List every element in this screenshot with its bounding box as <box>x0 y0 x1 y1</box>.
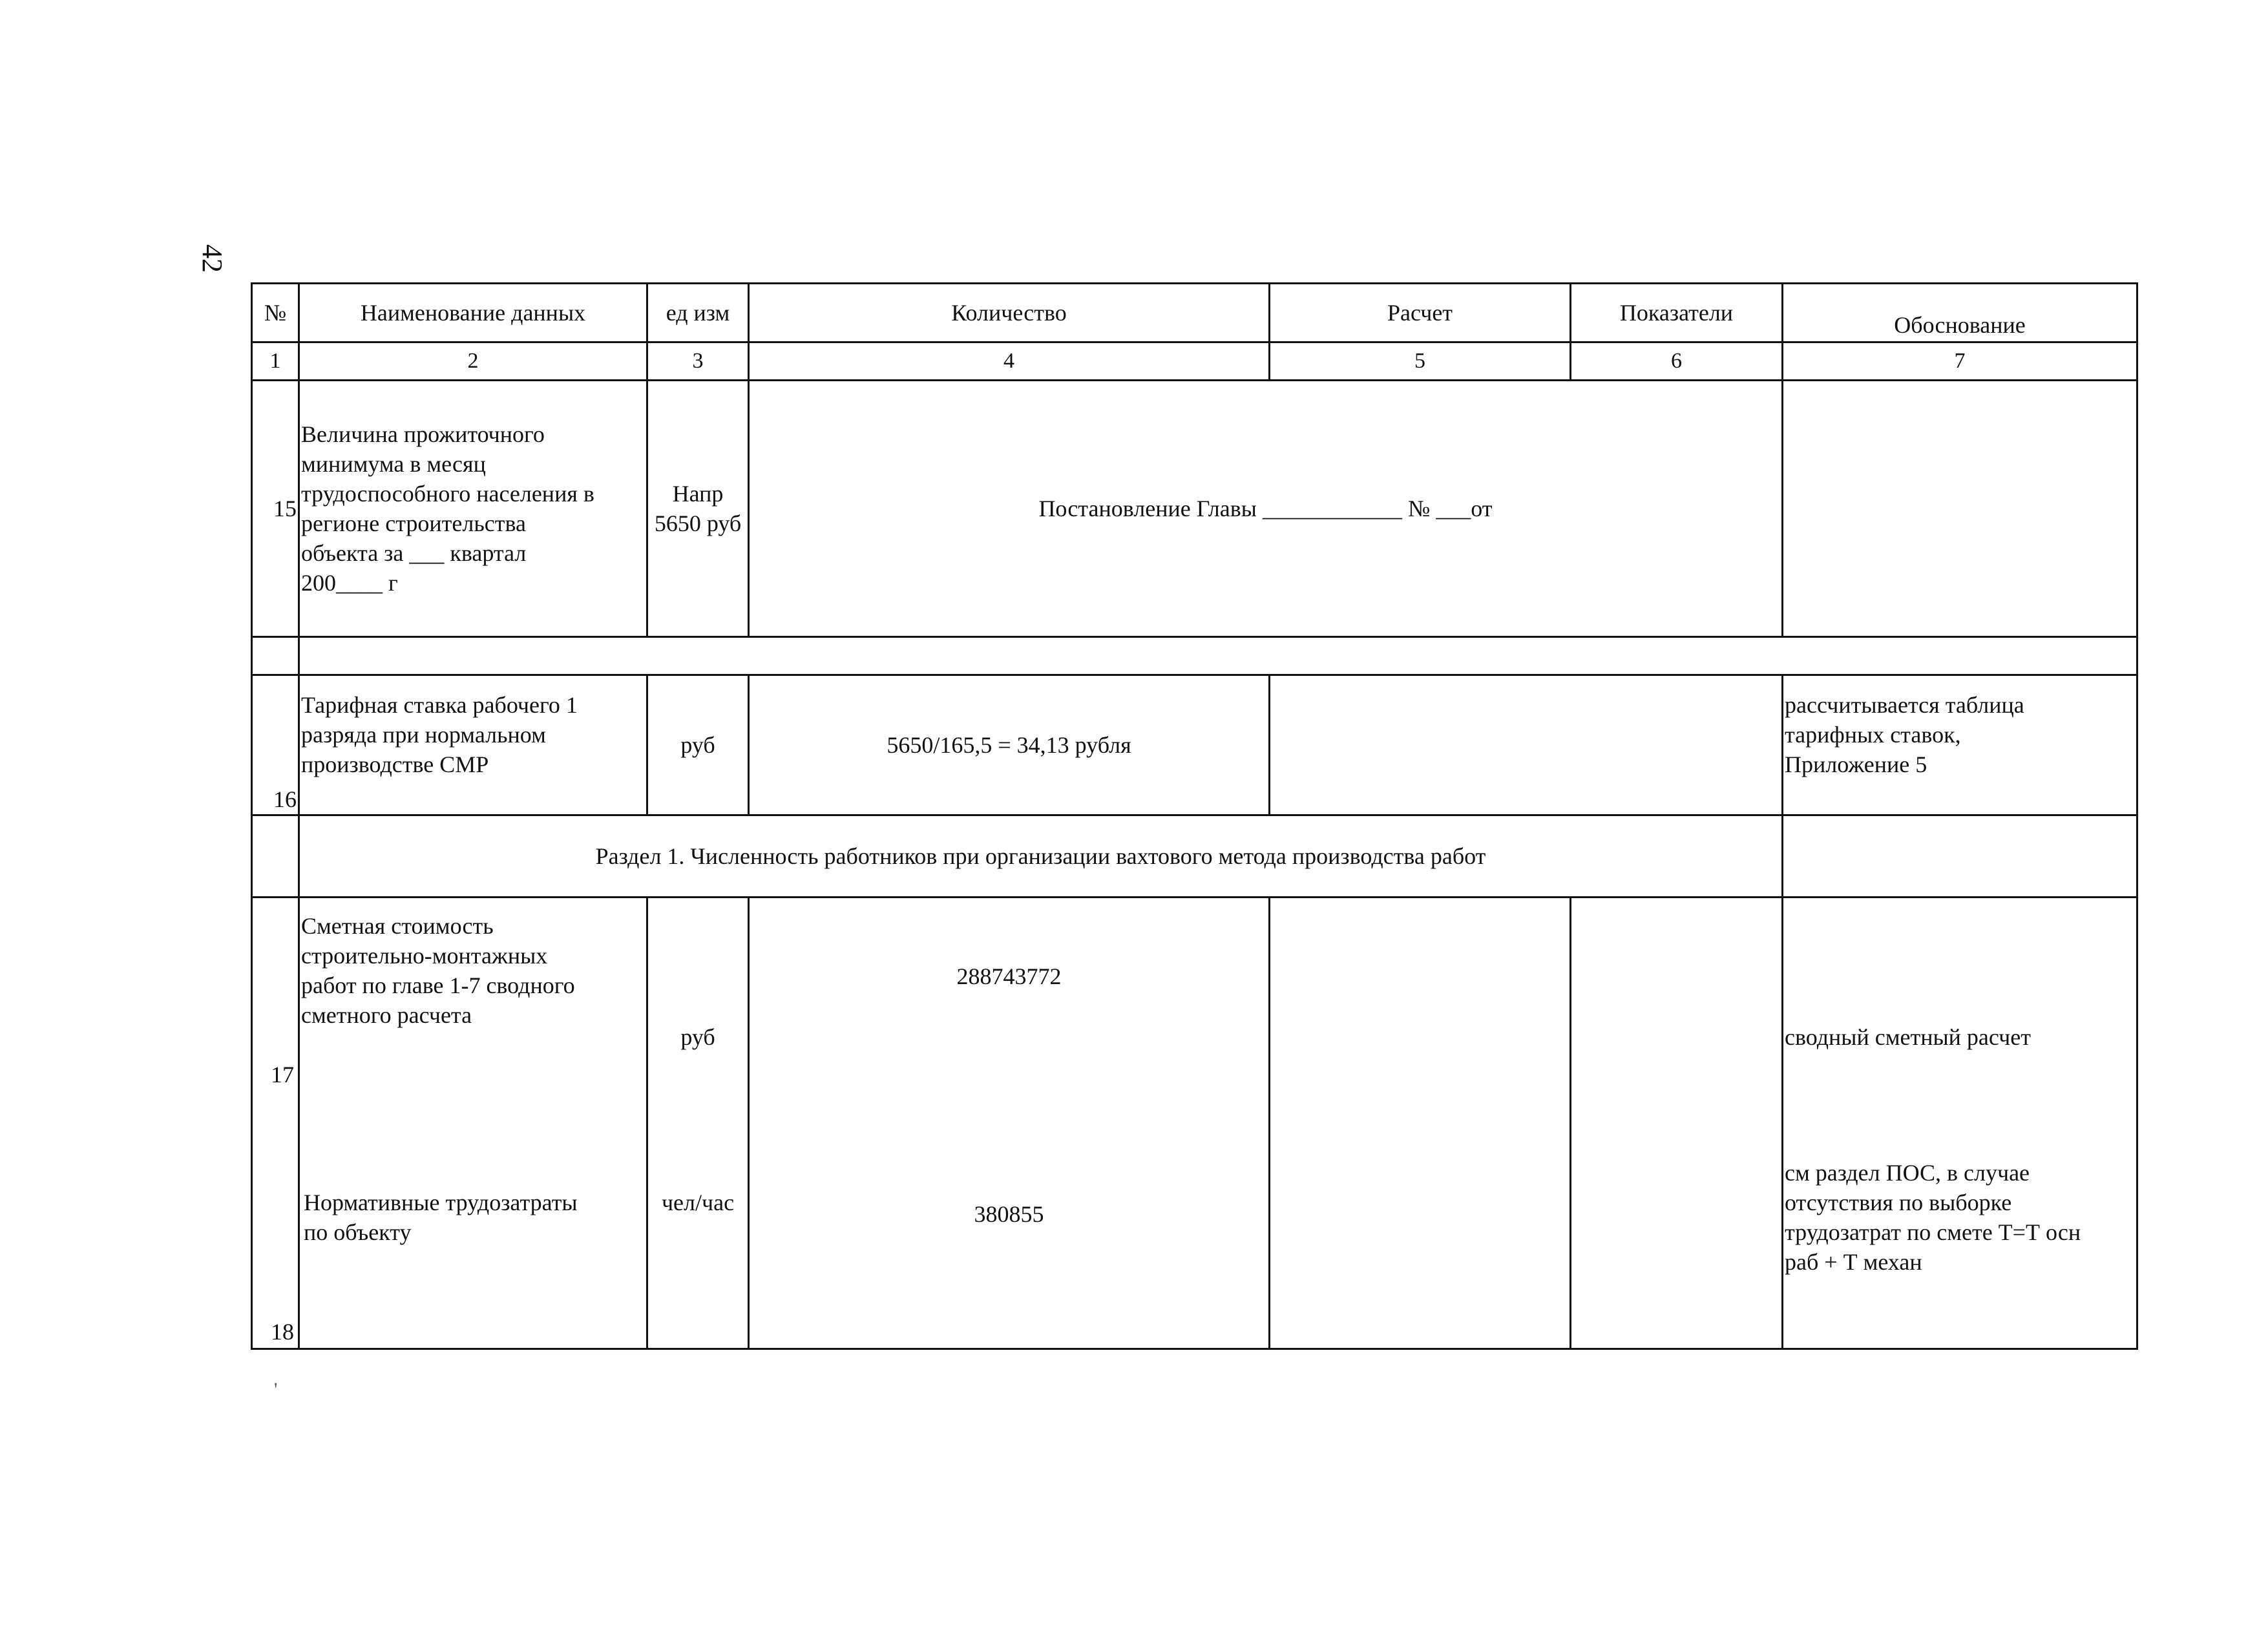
unit-line: Напр <box>672 480 724 507</box>
row-calc <box>1270 675 1783 815</box>
name-line: Тарифная ставка рабочего 1 <box>301 692 578 718</box>
row-justification-cell <box>1783 898 2137 1349</box>
row-number: 16 <box>252 675 299 815</box>
row-quantity: 5650/165,5 = 34,13 рубля <box>749 675 1270 815</box>
justification-line: тарифных ставок, <box>1785 722 1961 748</box>
section-title: Раздел 1. Численность работников при организации вахтового метода производства работ <box>299 815 1783 898</box>
row-number: 18 <box>271 1318 294 1345</box>
row-number: 15 <box>252 381 299 637</box>
name-line: минимума в месяц <box>301 450 486 477</box>
row-unit: чел/час <box>661 1190 735 1215</box>
header-row <box>252 284 2137 342</box>
name-line: работ по главе 1-7 сводного <box>301 972 575 999</box>
column-number: 5 <box>1270 342 1571 381</box>
empty-cell <box>252 637 299 675</box>
row-quantity: 288743772 <box>956 963 1062 989</box>
header-name: Наименование данных <box>299 284 647 342</box>
name-line: регионе строительства <box>301 510 526 536</box>
column-number: 1 <box>252 342 299 381</box>
justification-line: раб + Т механ <box>1785 1249 1922 1276</box>
row-name <box>304 1188 578 1247</box>
page-number: 42 <box>196 244 228 273</box>
resolution-text: Постановление Главы ____________ № ___от <box>749 381 1783 637</box>
row-quantity-cell <box>749 898 1270 1349</box>
justification-line: Приложение 5 <box>1785 751 1927 778</box>
name-line: объекта за ___ квартал <box>301 540 527 567</box>
header-indicators: Показатели <box>1571 284 1783 342</box>
name-line: Нормативные трудозатраты <box>304 1190 578 1215</box>
name-line: производстве СМР <box>301 751 489 778</box>
row-indicators <box>1571 898 1783 1349</box>
row-unit <box>647 381 749 637</box>
empty-cell <box>299 637 2137 675</box>
name-line: Величина прожиточного <box>301 421 545 447</box>
header-unit: ед изм <box>647 284 749 342</box>
row-name <box>299 675 647 815</box>
name-line: строительно-монтажных <box>301 943 548 969</box>
row-justification <box>1783 381 2137 637</box>
justification-line: отсутствия по выборке <box>1785 1190 2012 1216</box>
column-number: 6 <box>1571 342 1783 381</box>
row-name <box>301 911 575 1030</box>
unit-line: 5650 руб <box>654 510 742 536</box>
row-calc <box>1270 898 1571 1349</box>
header-num: № <box>252 284 299 342</box>
table-row-17-18 <box>252 898 2137 1349</box>
column-number: 2 <box>299 342 647 381</box>
column-number: 7 <box>1783 342 2137 381</box>
data-table <box>251 282 2138 1350</box>
row-justification <box>1783 675 2137 815</box>
header-calc: Расчет <box>1270 284 1571 342</box>
name-line: разряда при нормальном <box>301 722 546 748</box>
row-unit: руб <box>647 675 749 815</box>
justification-line: см раздел ПОС, в случае <box>1785 1160 2030 1186</box>
table-row-16 <box>252 675 2137 815</box>
header-quantity: Количество <box>749 284 1270 342</box>
section-row <box>252 815 2137 898</box>
name-line: трудоспособного населения в <box>301 480 594 507</box>
row-number-cell <box>252 898 299 1349</box>
name-line: 200____ г <box>301 570 398 596</box>
column-number-row <box>252 342 2137 381</box>
row-name-cell <box>299 898 647 1349</box>
row-unit: руб <box>680 1024 715 1050</box>
row-justification: сводный сметный расчет <box>1785 1024 2031 1050</box>
justification-line: трудозатрат по смете Т=Т осн <box>1785 1219 2081 1246</box>
column-number: 3 <box>647 342 749 381</box>
row-name <box>299 381 647 637</box>
empty-cell <box>252 815 299 898</box>
name-line: по объекту <box>304 1219 412 1246</box>
row-number: 17 <box>271 1062 294 1087</box>
row-justification <box>1785 1158 2081 1277</box>
row-unit-cell <box>647 898 749 1349</box>
column-number: 4 <box>749 342 1270 381</box>
table-row-15 <box>252 381 2137 637</box>
row-quantity: 380855 <box>974 1201 1044 1227</box>
stray-mark: ' <box>274 1379 278 1400</box>
spacer-row <box>252 637 2137 675</box>
name-line: сметного расчета <box>301 1002 472 1029</box>
name-line: Сметная стоимость <box>301 913 494 939</box>
header-justification: Обоснование <box>1783 284 2137 342</box>
empty-cell <box>1783 815 2137 898</box>
justification-line: рассчитывается таблица <box>1785 692 2024 718</box>
